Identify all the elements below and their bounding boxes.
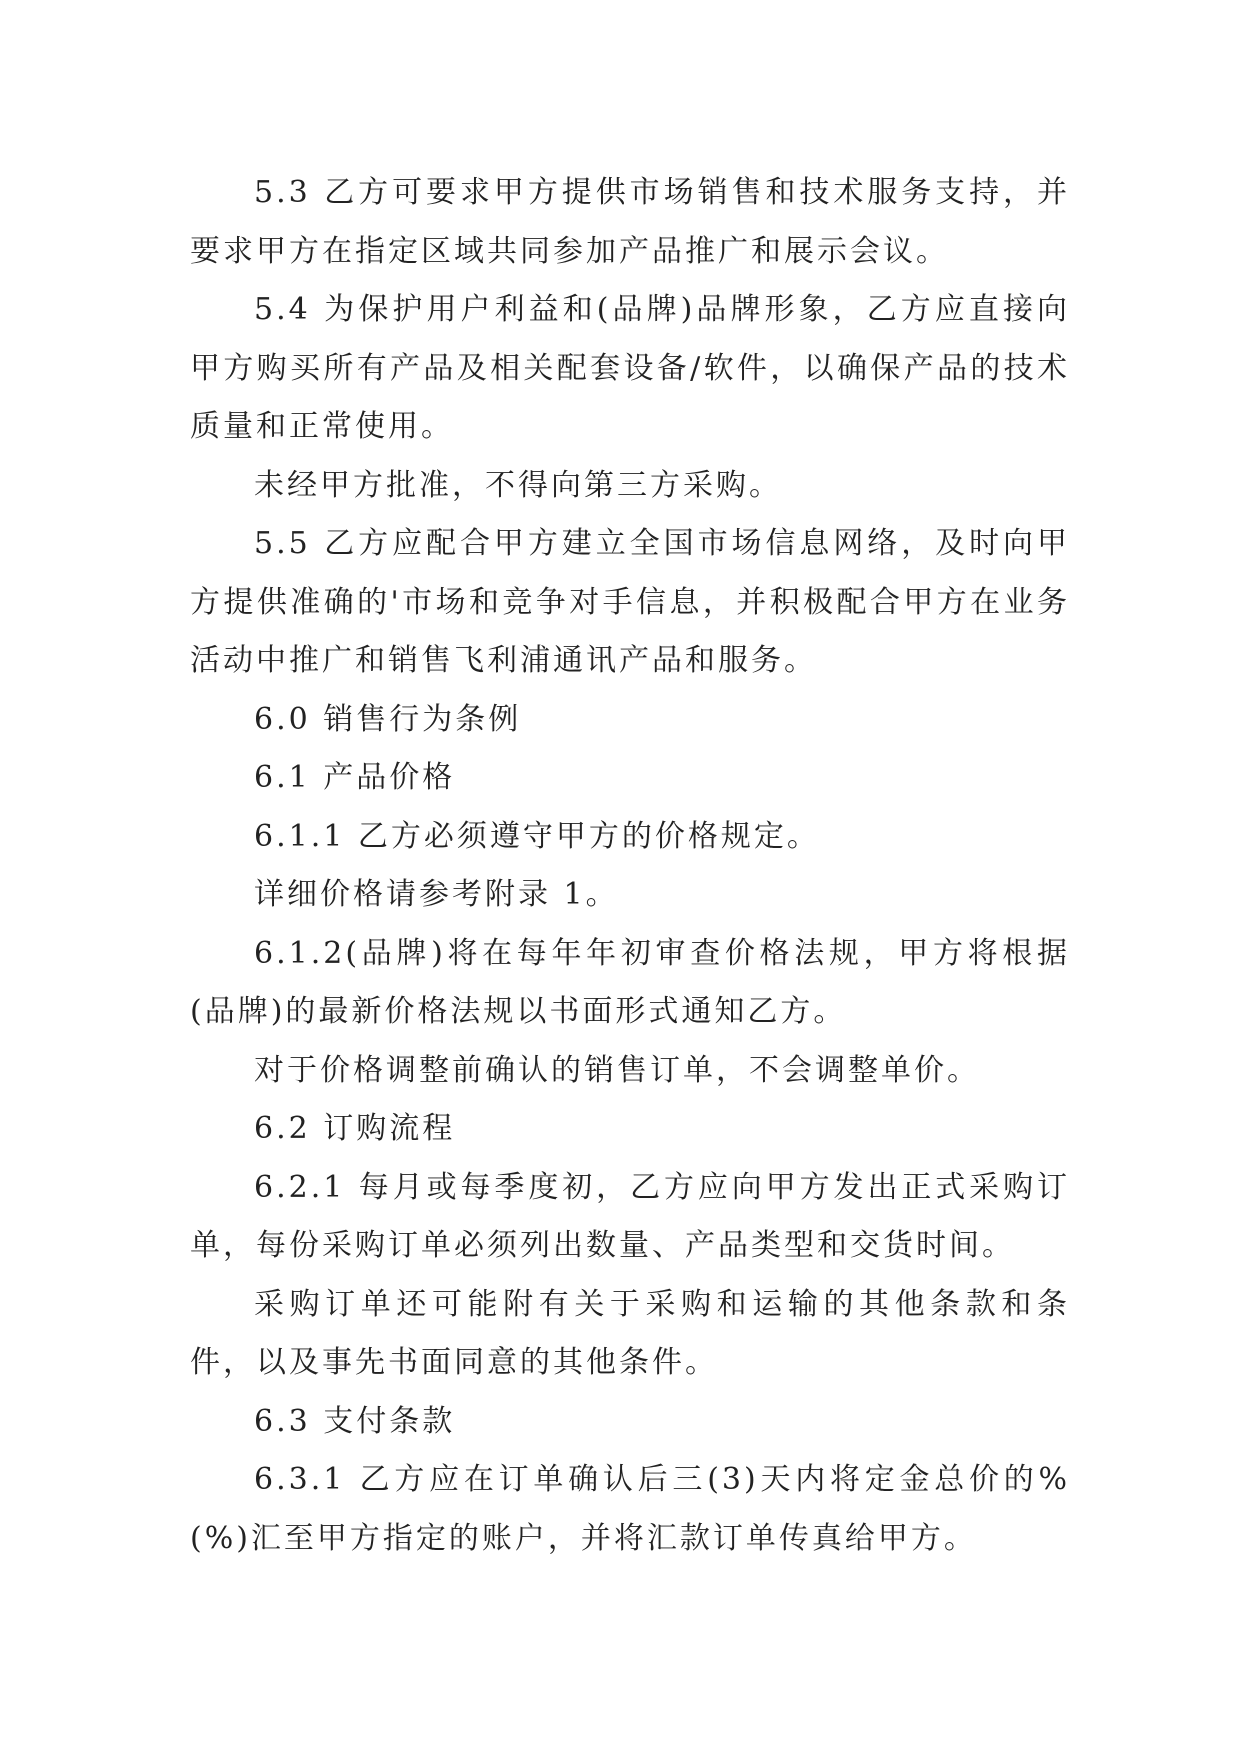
clause-6-1-1-note: 详细价格请参考附录 1。 (254, 877, 619, 912)
clause-5-4: 5.4 为保护用户利益和(品牌)品牌形象，乙方应直接向甲方购买所有产品及相关配套设备/软件，以确保产品的技术质量和正常使用。 (190, 292, 1070, 444)
section-6-3-heading: 6.3 支付条款 (254, 1403, 456, 1439)
clause-6-2-1: 6.2.1 每月或每季度初，乙方应向甲方发出正式采购订单，每份采购订单必须列出数量、产品类型和交货时间。 (190, 1169, 1070, 1263)
document-body (190, 164, 1070, 1568)
clause-6-1-2-note: 对于价格调整前确认的销售订单，不会调整单价。 (254, 1052, 980, 1088)
clause-6-2-1-note: 采购订单还可能附有关于采购和运输的其他条款和条件，以及事先书面同意的其他条件。 (190, 1286, 1070, 1380)
section-6-2-heading: 6.2 订购流程 (254, 1111, 456, 1146)
section-6-1-heading: 6.1 产品价格 (254, 760, 456, 795)
clause-5-5: 5.5 乙方应配合甲方建立全国市场信息网络，及时向甲方提供准确的'市场和竞争对手信息，并积极配合甲方在业务活动中推广和销售飞利浦通讯产品和服务。 (190, 526, 1070, 678)
clause-6-1-1: 6.1.1 乙方必须遵守甲方的价格规定。 (254, 818, 820, 854)
clause-6-3-1: 6.3.1 乙方应在订单确认后三(3)天内将定金总价的%(%)汇至甲方指定的账户，并将汇款订单传真给甲方。 (190, 1462, 1070, 1556)
clause-5-3: 5.3 乙方可要求甲方提供市场销售和技术服务支持，并要求甲方在指定区域共同参加产品推广和展示会议。 (190, 175, 1070, 269)
clause-5-4-note: 未经甲方批准，不得向第三方采购。 (254, 467, 782, 503)
clause-6-1-2: 6.1.2(品牌)将在每年年初审查价格法规，甲方将根据(品牌)的最新价格法规以书面形式通知乙方。 (190, 935, 1070, 1029)
section-6-0-heading: 6.0 销售行为条例 (254, 701, 522, 737)
